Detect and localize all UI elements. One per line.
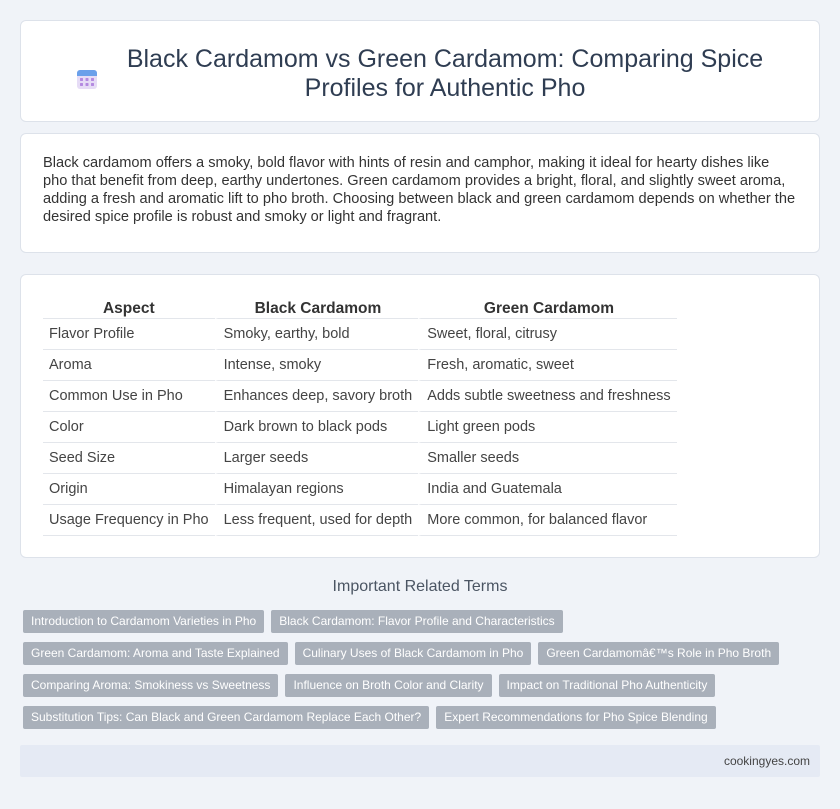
table-cell: Usage Frequency in Pho bbox=[43, 505, 215, 536]
title-card bbox=[20, 20, 820, 122]
table-cell: Larger seeds bbox=[215, 443, 419, 474]
page-title: Black Cardamom vs Green Cardamom: Comparing Spice Profiles for Authentic Pho bbox=[126, 45, 764, 102]
related-term-tag[interactable]: Black Cardamom: Flavor Profile and Characteristics bbox=[271, 610, 562, 633]
related-terms-title: Important Related Terms bbox=[332, 578, 508, 595]
table-cell: Common Use in Pho bbox=[43, 381, 215, 412]
footer bbox=[20, 745, 820, 777]
related-term-tag[interactable]: Culinary Uses of Black Cardamom in Pho bbox=[295, 642, 532, 665]
table-row bbox=[43, 319, 677, 350]
intro-paragraph: Black cardamom offers a smoky, bold flavor with hints of resin and camphor, making it ideal for hearty dishes like pho that benefit from deep, earthy undertones. Green cardamom provides a bright, floral, and slightly sweet aroma, adding a fresh and aromatic lift to pho broth. Choosing between black and green cardamom depends on whether the desired spice profile is robust and smoky or light and fragrant. bbox=[43, 155, 796, 225]
table-cell: Flavor Profile bbox=[43, 319, 215, 350]
related-term-tag[interactable]: Influence on Broth Color and Clarity bbox=[285, 674, 491, 697]
related-term-tag[interactable]: Comparing Aroma: Smokiness vs Sweetness bbox=[23, 674, 278, 697]
table-cell: More common, for balanced flavor bbox=[418, 505, 676, 536]
table-row bbox=[43, 474, 677, 505]
tag-row bbox=[23, 706, 823, 729]
table-cell: Enhances deep, savory broth bbox=[215, 381, 419, 412]
table-cell: Seed Size bbox=[43, 443, 215, 474]
related-term-tag[interactable]: Green Cardamom: Aroma and Taste Explained bbox=[23, 642, 288, 665]
table-row bbox=[43, 443, 677, 474]
table-header-row bbox=[43, 295, 677, 319]
related-terms bbox=[23, 610, 823, 738]
intro-card bbox=[20, 133, 820, 253]
related-term-tag[interactable]: Introduction to Cardamom Varieties in Pho bbox=[23, 610, 264, 633]
table-cell: Dark brown to black pods bbox=[215, 412, 419, 443]
table-cell: Less frequent, used for depth bbox=[215, 505, 419, 536]
table-cell: Aroma bbox=[43, 350, 215, 381]
tag-row bbox=[23, 674, 823, 697]
table-cell: Light green pods bbox=[418, 412, 676, 443]
table-cell: Fresh, aromatic, sweet bbox=[418, 350, 676, 381]
related-term-tag[interactable]: Substitution Tips: Can Black and Green Cardamom Replace Each Other? bbox=[23, 706, 429, 729]
table-cell: Intense, smoky bbox=[215, 350, 419, 381]
column-header: Aspect bbox=[43, 295, 215, 319]
calendar-icon bbox=[75, 67, 99, 91]
related-term-tag[interactable]: Green Cardamomâ€™s Role in Pho Broth bbox=[538, 642, 779, 665]
table-cell: Himalayan regions bbox=[215, 474, 419, 505]
table-row bbox=[43, 412, 677, 443]
related-term-tag[interactable]: Expert Recommendations for Pho Spice Blending bbox=[436, 706, 715, 729]
comparison-table bbox=[43, 295, 677, 536]
table-cell: Sweet, floral, citrusy bbox=[418, 319, 676, 350]
table-row bbox=[43, 350, 677, 381]
table-cell: Color bbox=[43, 412, 215, 443]
column-header: Green Cardamom bbox=[418, 295, 676, 319]
table-cell: Smoky, earthy, bold bbox=[215, 319, 419, 350]
related-term-tag[interactable]: Impact on Traditional Pho Authenticity bbox=[499, 674, 716, 697]
table-cell: Origin bbox=[43, 474, 215, 505]
site-name[interactable]: cookingyes.com bbox=[723, 754, 810, 768]
tag-row bbox=[23, 610, 823, 633]
comparison-card bbox=[20, 274, 820, 558]
column-header: Black Cardamom bbox=[215, 295, 419, 319]
table-cell: India and Guatemala bbox=[418, 474, 676, 505]
table-row bbox=[43, 381, 677, 412]
tag-row bbox=[23, 642, 823, 665]
table-row bbox=[43, 505, 677, 536]
table-cell: Smaller seeds bbox=[418, 443, 676, 474]
table-cell: Adds subtle sweetness and freshness bbox=[418, 381, 676, 412]
